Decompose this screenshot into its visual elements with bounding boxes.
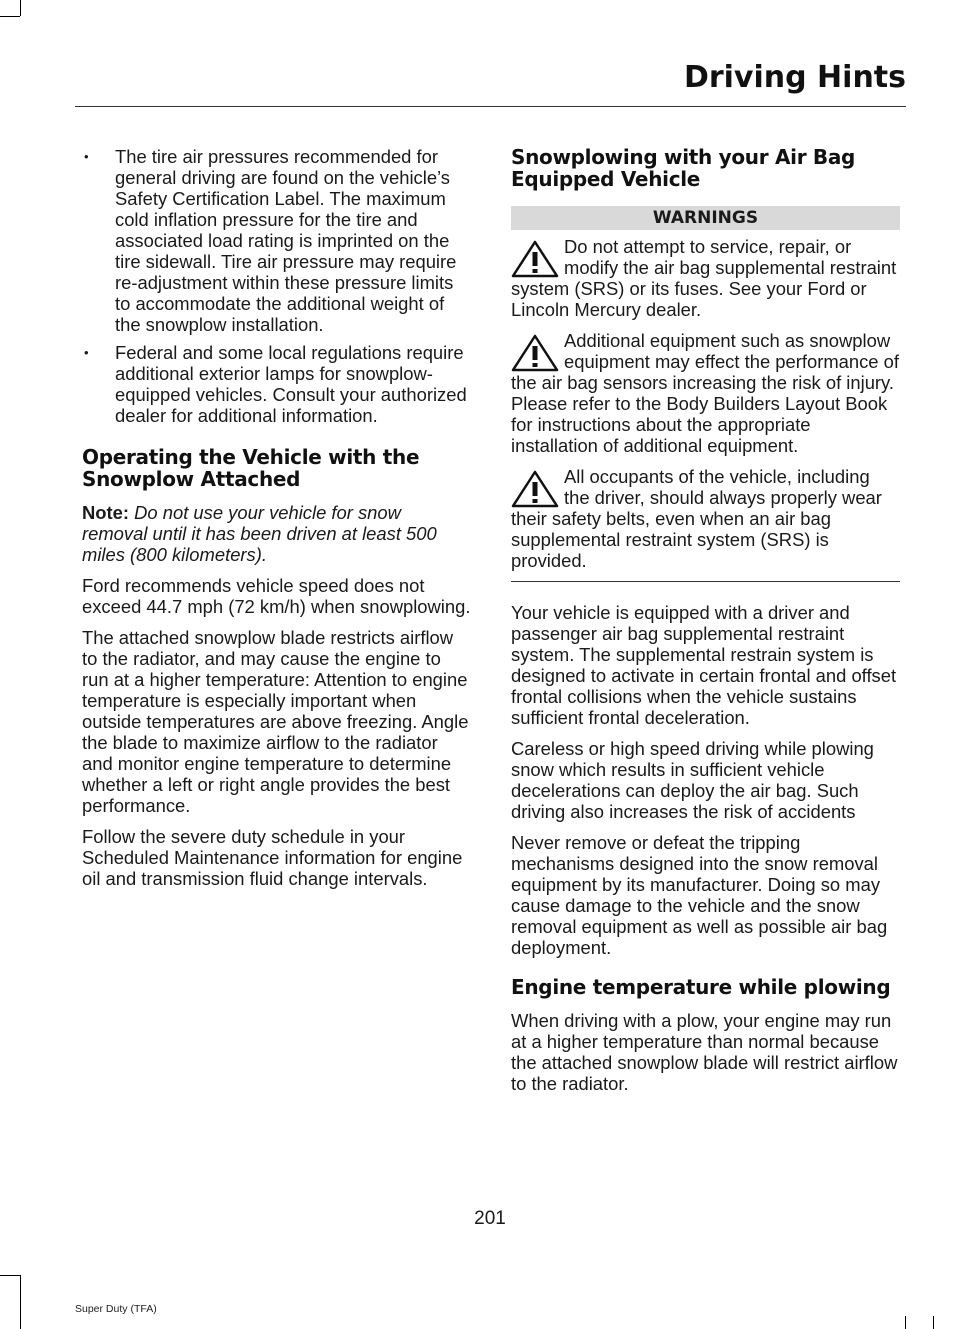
paragraph: Ford recommends vehicle speed does not exceed 44.7 mph (72 km/h) when snowplowing. (82, 575, 471, 617)
warning-item (511, 330, 900, 456)
warning-item (511, 236, 900, 320)
note-label: Note: (82, 502, 129, 523)
warning-text: Additional equipment such as snowplow equipment may effect the performance of the air bag sensors increasing the risk of injury. Please refer to the Body Builders Layout Book for instructions about the appropriate installation of additional equipment. (511, 330, 899, 456)
footer-model: Super Duty (TFA) (75, 1303, 157, 1315)
warning-triangle-icon (511, 334, 559, 372)
warning-text: Do not attempt to service, repair, or modify the air bag supplemental restraint system (SRS) or its fuses. See your Ford or Lincoln Mercury dealer. (511, 236, 897, 320)
title-divider (75, 106, 906, 107)
warnings-divider (511, 581, 900, 582)
page-number: 201 (474, 1208, 506, 1229)
right-column (511, 146, 900, 1104)
crop-mark-bottom-right-2 (933, 1316, 934, 1329)
note-text: Do not use your vehicle for snow removal until it has been driven at least 500 miles (800 kilometers). (82, 502, 437, 565)
paragraph: Careless or high speed driving while plowing snow which results in sufficient vehicle decelerations can deploy the air bag. Such driving also increases the risk of accidents (511, 738, 874, 822)
page-title: Driving Hints (683, 60, 906, 95)
left-column (82, 146, 471, 899)
crop-mark-top-left-v (20, 0, 21, 16)
list-item: • Federal and some local regulations require additional exterior lamps for snowplow-equipped vehicles. Consult your authorized dealer for additional information. (82, 342, 471, 426)
crop-mark-bottom-left-h (0, 1275, 20, 1276)
paragraph: Follow the severe duty schedule in your Scheduled Maintenance information for engine oil and transmission fluid change intervals. (82, 826, 463, 889)
list-item: • The tire air pressures recommended for general driving are found on the vehicle’s Safety Certification Label. The maximum cold inflation pressure for the tire and associated load rating is imprinted on the tire sidewall. Tire air pressure may require re-adjustment within these pressure limits to accommodate the additional weight of the snowplow installation. (82, 146, 471, 335)
section-heading-operating: Operating the Vehicle with the Snowplow Attached (82, 445, 420, 491)
paragraph: When driving with a plow, your engine may run at a higher temperature than normal because the attached snowplow blade will restrict airflow to the radiator. (511, 1010, 898, 1094)
section-heading-snowplowing: Snowplowing with your Air Bag Equipped Vehicle (511, 145, 856, 191)
warning-triangle-icon (511, 470, 559, 508)
warning-item (511, 466, 900, 571)
note (82, 502, 471, 565)
paragraph: The attached snowplow blade restricts airflow to the radiator, and may cause the engine to run at a higher temperature: Attention to engine temperature is especially important when outside temperatures are above freezing. Angle the blade to maximize airflow to the radiator and monitor engine temperature to determine whether a left or right angle provides the best performance. (82, 627, 469, 816)
warning-text: All occupants of the vehicle, including the driver, should always properly wear their safety belts, even when an air bag supplemental restraint system (SRS) is provided. (511, 466, 882, 571)
bullet-list (82, 146, 471, 426)
paragraph: Your vehicle is equipped with a driver and passenger air bag supplemental restraint system. The supplemental restrain system is designed to activate in certain frontal and offset frontal collisions when the vehicle sustains sufficient frontal deceleration. (511, 602, 897, 728)
crop-mark-bottom-right-1 (905, 1316, 906, 1329)
warnings-header: WARNINGS (511, 206, 900, 230)
crop-mark-top-left-h (0, 16, 20, 17)
crop-mark-bottom-left-v (20, 1275, 21, 1329)
section-heading-engine-temperature: Engine temperature while plowing (511, 975, 891, 999)
warning-triangle-icon (511, 240, 559, 278)
paragraph: Never remove or defeat the tripping mechanisms designed into the snow removal equipment by its manufacturer. Doing so may cause damage to the vehicle and the snow removal equipment as well as possible air bag deployment. (511, 832, 888, 958)
